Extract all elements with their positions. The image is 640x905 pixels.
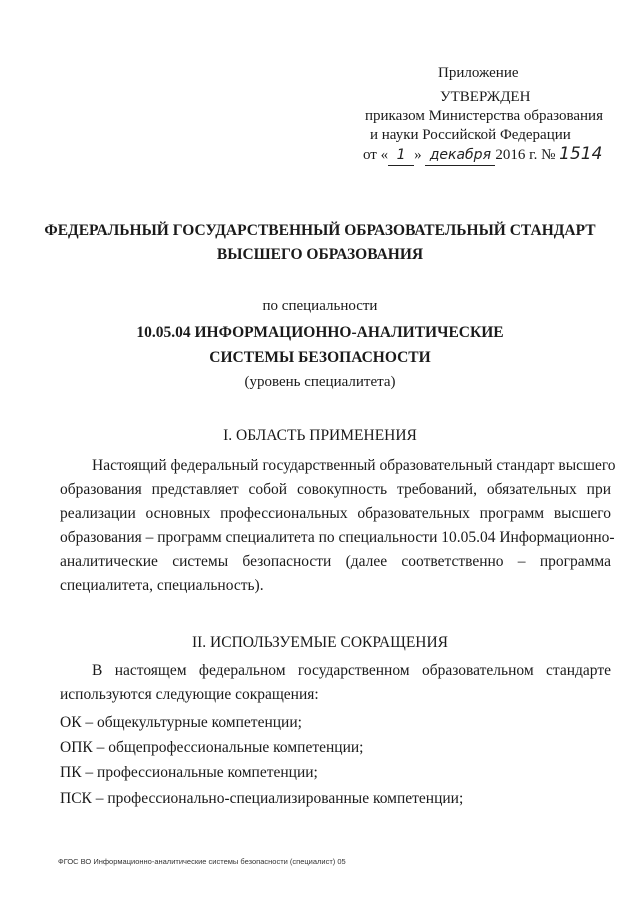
standard-title-line-2: ВЫСШЕГО ОБРАЗОВАНИЯ [216, 246, 424, 263]
date-prefix: от « [363, 147, 389, 163]
section-1-line: образования – программ специалитета по специальности 10.05.04 Информационно- [60, 529, 615, 546]
order-line-2: и науки Российской Федерации [370, 127, 571, 143]
section-1-line: аналитические системы безопасности (далее соответственно – программа [60, 553, 611, 570]
standard-title-line-1: ФЕДЕРАЛЬНЫЙ ГОСУДАРСТВЕННЫЙ ОБРАЗОВАТЕЛЬНЫЙ СТАНДАРТ [44, 222, 596, 239]
order-month: декабря [425, 146, 495, 166]
section-1-paragraph [60, 454, 616, 598]
section-2-intro [60, 659, 611, 707]
section-2-intro-line: используются следующие сокращения: [60, 686, 319, 703]
order-date-line [363, 145, 602, 166]
order-year: 2016 г. № [495, 147, 556, 163]
abbreviation-item: ПСК – профессионально-специализированные компетенции; [60, 790, 464, 807]
order-line-1: приказом Министерства образования [365, 108, 603, 124]
specialty-line-1: 10.05.04 ИНФОРМАЦИОННО-АНАЛИТИЧЕСКИЕ [136, 324, 504, 341]
specialty-label: по специальности [262, 298, 378, 314]
abbreviation-item: ОПК – общепрофессиональные компетенции; [60, 739, 364, 756]
section-1-heading: I. ОБЛАСТЬ ПРИМЕНЕНИЯ [223, 427, 417, 444]
specialty-level: (уровень специалитета) [244, 374, 396, 390]
section-1-line: образования представляет собой совокупность требований, обязательных при [60, 481, 611, 498]
order-day: 1 [388, 146, 414, 166]
order-number: 1514 [559, 144, 603, 164]
page-footer: ФГОС ВО Информационно-аналитические системы безопасности (специалист) 05 [58, 857, 346, 866]
specialty-line-2: СИСТЕМЫ БЕЗОПАСНОСТИ [209, 349, 431, 366]
abbreviation-item: ПК – профессиональные компетенции; [60, 764, 318, 781]
appendix-label: Приложение [438, 65, 519, 81]
section-2-heading: II. ИСПОЛЬЗУЕМЫЕ СОКРАЩЕНИЯ [191, 634, 449, 651]
section-1-line: реализации основных профессиональных образовательных программ высшего [60, 505, 611, 522]
section-1-line: Настоящий федеральный государственный образовательный стандарт высшего [92, 457, 616, 474]
date-mid: » [414, 147, 422, 163]
section-2-intro-line: В настоящем федеральном государственном образовательном стандарте [92, 662, 611, 679]
section-1-line: специалитета, специальность). [60, 577, 264, 594]
approved-label: УТВЕРЖДЕН [440, 89, 531, 105]
abbreviation-item: ОК – общекультурные компетенции; [60, 714, 302, 731]
